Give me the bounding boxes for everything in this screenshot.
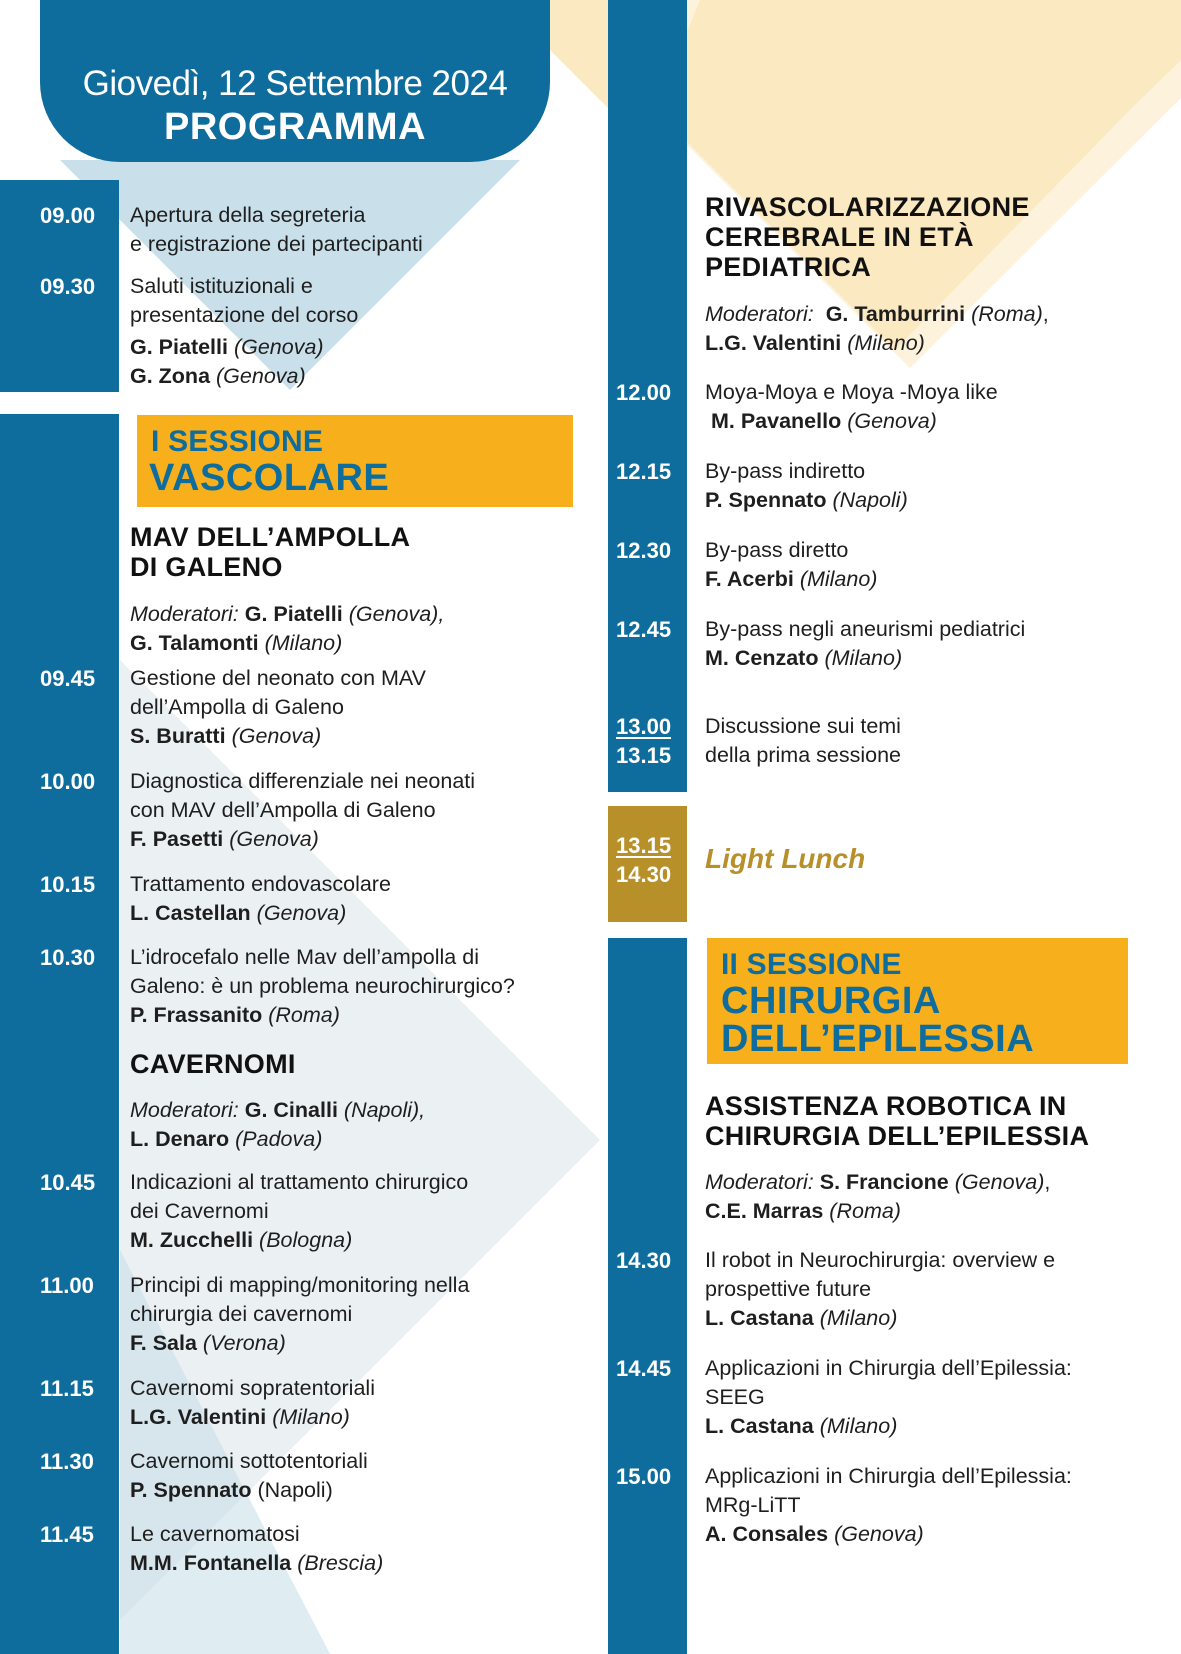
time-label: 10.30	[40, 945, 96, 970]
session-2-label: II SESSIONE	[721, 948, 902, 981]
time-label: 15.00	[616, 1464, 672, 1489]
time-label: 10.45	[40, 1170, 96, 1195]
talk-item: Applicazioni in Chirurgia dell’Epilessia: SEEG L. Castana (Milano)	[705, 1356, 1072, 1438]
moderators-rivascolarizzazione: Moderatori: G. Tamburrini (Roma), L.G. Valentini (Milano)	[705, 302, 1049, 355]
event-date: Giovedì, 12 Settembre 2024	[82, 64, 508, 103]
time-range: 13.00 13.15	[616, 714, 672, 768]
opening-item: Saluti istituzionali e presentazione del corso G. Piatelli (Genova) G. Zona (Genova)	[130, 274, 359, 388]
light-lunch-label: Light Lunch	[705, 843, 866, 874]
time-label: 09.45	[40, 666, 96, 691]
talk-item: Moya-Moya e Moya -Moya like M. Pavanello (Genova)	[705, 380, 998, 433]
lunch-time-range: 13.15 14.30	[616, 833, 672, 887]
time-label: 11.15	[40, 1376, 94, 1401]
time-label: 12.30	[616, 538, 672, 563]
talk-item: L’idrocefalo nelle Mav dell’ampolla di Galeno: è un problema neurochirurgico? P. Frassanito (Roma)	[130, 945, 515, 1027]
header-banner	[40, 0, 550, 162]
time-label: 11.00	[40, 1273, 94, 1298]
session-1-title: VASCOLARE	[149, 457, 390, 499]
talk-item: Applicazioni in Chirurgia dell’Epilessia: MRg-LiTT A. Consales (Genova)	[705, 1464, 1072, 1546]
talk-item: Il robot in Neurochirurgia: overview e prospettive future L. Castana (Milano)	[705, 1248, 1056, 1330]
session-2-title: CHIRURGIA DELL’EPILESSIA	[721, 980, 1035, 1060]
moderators-robotica: Moderatori: S. Francione (Genova), C.E. Marras (Roma)	[705, 1170, 1051, 1223]
talk-item: Cavernomi sopratentoriali L.G. Valentini (Milano)	[130, 1376, 375, 1429]
session-1-label: I SESSIONE	[151, 425, 324, 458]
time-label: 12.00	[616, 380, 672, 405]
time-label: 09.00	[40, 203, 96, 228]
section-heading-rivascolarizzazione: RIVASCOLARIZZAZIONE CEREBRALE IN ETÀ PEDIATRICA	[705, 192, 1030, 282]
talk-item: Le cavernomatosi M.M. Fontanella (Brescia)	[130, 1522, 384, 1575]
time-label: 14.45	[616, 1356, 672, 1381]
time-label: 09.30	[40, 274, 96, 299]
talk-item: Principi di mapping/monitoring nella chirurgia dei cavernomi F. Sala (Verona)	[130, 1273, 470, 1355]
time-label: 10.00	[40, 769, 96, 794]
session-2-banner	[707, 938, 1128, 1064]
time-label: 11.30	[40, 1449, 94, 1474]
section-heading-robotica: ASSISTENZA ROBOTICA IN CHIRURGIA DELL’EPILESSIA	[705, 1091, 1090, 1151]
talk-item: Gestione del neonato con MAV dell’Ampolla di Galeno S. Buratti (Genova)	[130, 666, 427, 748]
time-label: 12.15	[616, 459, 672, 484]
talk-item: Indicazioni al trattamento chirurgico dei Cavernomi M. Zucchelli (Bologna)	[130, 1170, 469, 1252]
right-time-bar-session2	[608, 938, 687, 1654]
time-label: 10.15	[40, 872, 96, 897]
time-label: 11.45	[40, 1522, 94, 1547]
section-heading-cavernomi: CAVERNOMI	[130, 1049, 296, 1079]
talk-item: By-pass indiretto P. Spennato (Napoli)	[705, 459, 908, 512]
moderators-mav: Moderatori: G. Piatelli (Genova), G. Talamonti (Milano)	[130, 602, 445, 655]
talk-item: Diagnostica differenziale nei neonati con MAV dell’Ampolla di Galeno F. Pasetti (Genova)	[130, 769, 476, 851]
discussion-item: Discussione sui temi della prima sessione	[705, 714, 901, 767]
talk-item: Trattamento endovascolare L. Castellan (Genova)	[130, 872, 391, 925]
section-heading-mav: MAV DELL’AMPOLLA DI GALENO	[130, 522, 411, 582]
talk-item: By-pass negli aneurismi pediatrici M. Cenzato (Milano)	[705, 617, 1026, 670]
time-label: 12.45	[616, 617, 672, 642]
session-1-banner	[137, 415, 573, 507]
page-title: PROGRAMMA	[163, 106, 427, 148]
moderators-cavernomi: Moderatori: G. Cinalli (Napoli), L. Denaro (Padova)	[130, 1098, 426, 1151]
talk-item: Cavernomi sottotentoriali P. Spennato (Napoli)	[130, 1449, 368, 1502]
time-label: 14.30	[616, 1248, 672, 1273]
opening-item: Apertura della segreteria e registrazione dei partecipanti	[130, 203, 423, 256]
talk-item: By-pass diretto F. Acerbi (Milano)	[705, 538, 878, 591]
